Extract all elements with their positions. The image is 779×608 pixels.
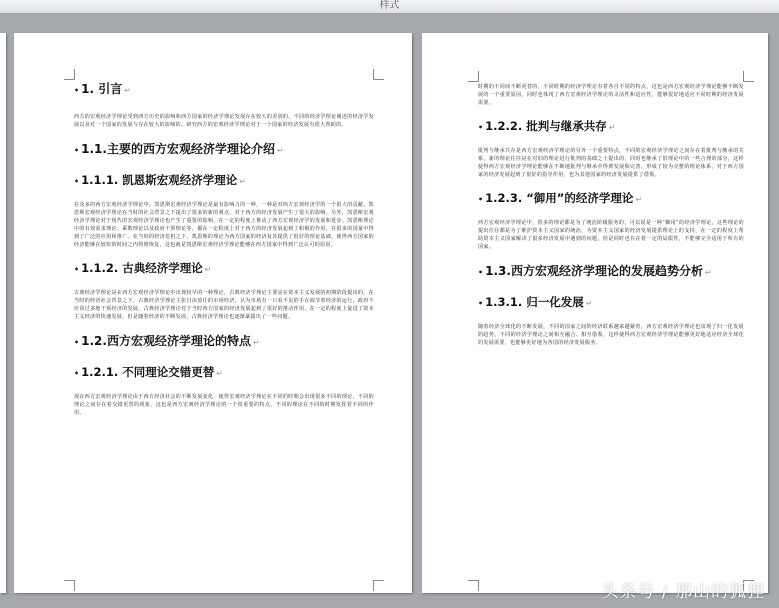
paragraph-mark-icon: ↵ bbox=[704, 268, 712, 277]
heading-text: 1.2.1. 不同理论交错更替 bbox=[81, 365, 215, 379]
list-bullet: • bbox=[478, 268, 484, 277]
list-bullet: • bbox=[74, 86, 80, 95]
paragraph-mark-icon: ↵ bbox=[239, 177, 246, 186]
heading-1-2[interactable] bbox=[74, 333, 374, 351]
previous-page-edge bbox=[0, 33, 6, 593]
paragraph-alternate[interactable]: 现在西方宏观经济学理论由于西方经济社会的不断发展变化，使得宏观经济学理论在不同的时期会出现很多不同的理论，不同的理论之间存在着交错更替的现象，这也是西方宏观经济学理论的一个很重要的特点，不同的理论在不同的时期发挥着不同的作用。 bbox=[74, 394, 374, 416]
paragraph-mark-icon: ↵ bbox=[585, 299, 593, 308]
margin-mark bbox=[64, 69, 75, 80]
paragraph-mark-icon: ↵ bbox=[276, 146, 284, 155]
heading-text: 1.1.主要的西方宏观经济学理论介绍 bbox=[81, 142, 275, 156]
document-page-2[interactable] bbox=[422, 33, 768, 593]
paragraph-classical[interactable]: 古典经济学理论是在西方宏观经济学理论中出现较早的一种理论，古典经济学理论主要是在资本主义发展的初期阶段提出的，在当时的经济社会背景之下，古典经济学理论主张自由放任的市场经济，认为市场有一只看不见的手在调节着经济的运行，政府不应该过多地干预经济的发展。古典经济学理论对于当时西方国家的经济发展起到了很好的推动作用，在一定的程度上促进了资本主义经济的快速发展，但是随着经济的不断发展，古典经济学理论也逐渐暴露出了一些问题。 bbox=[74, 290, 374, 320]
heading-1-2-1[interactable] bbox=[74, 365, 374, 381]
styles-group-label[interactable]: 样式 bbox=[379, 0, 400, 11]
source-watermark: 头条号 / 那山的狐狸 bbox=[601, 582, 765, 602]
heading-text: 1.2.西方宏观经济学理论的特点 bbox=[81, 334, 251, 348]
list-bullet: • bbox=[478, 195, 484, 204]
paragraph-continued[interactable]: 时期的不同而不断更替的，不同时期的经济学理论有着各自不同的特点，这也是西方宏观经济学理论能够不断发展的一个重要原因，同时也体现了西方宏观经济学理论的灵活性和适应性，能够很好地适应不同时期的经济发展需要。 bbox=[478, 84, 744, 106]
heading-text: 1.1.2. 古典经济学理论 bbox=[81, 261, 203, 275]
heading-text: 1.1.1. 凯恩斯宏观经济学理论 bbox=[81, 173, 238, 187]
heading-text: 1.2.3. “御用”的经济学理论 bbox=[485, 191, 634, 205]
list-bullet: • bbox=[478, 123, 484, 132]
paragraph-mark-icon: ↵ bbox=[204, 265, 212, 274]
margin-mark bbox=[373, 69, 384, 80]
list-bullet: • bbox=[74, 146, 80, 155]
paragraph-official[interactable]: 西方宏观经济学理论中，很多的理论都是为了统治阶级服务的，可以说是一种“御用”的经济学理论，这些理论的提出往往都是为了维护资本主义国家的统治，为资本主义国家的经济发展提供理论上的支持，在一定的程度上帮助资本主义国家解决了很多经济发展中遇到的问题，但是同时也存在着一定的局限性，不能够完全适用于所有的国家。 bbox=[478, 220, 744, 250]
heading-intro[interactable] bbox=[74, 81, 374, 99]
list-bullet: • bbox=[74, 369, 80, 378]
list-bullet: • bbox=[74, 265, 80, 274]
list-bullet: • bbox=[478, 299, 484, 308]
paragraph-critique[interactable]: 批判与继承共存是西方宏观经济学理论的另外一个重要特点，不同的宏观经济学理论之间存在着批判与继承的关系，新的理论往往是在对旧的理论进行批判的基础之上提出的，同时也继承了旧理论中的一些合理的部分，这样使得西方宏观经济学理论能够在不断地批判与继承中得到发展和完善，形成了较为完整的理论体系，对于西方国家的经济发展起到了很好的指导作用，也为其他国家的经济发展提供了借鉴。 bbox=[478, 148, 744, 178]
margin-mark bbox=[743, 71, 754, 82]
paragraph-mark-icon: ↵ bbox=[252, 338, 260, 347]
heading-1-1-1[interactable] bbox=[74, 173, 374, 189]
heading-text: 1.3.西方宏观经济学理论的发展趋势分析 bbox=[485, 264, 703, 278]
heading-1-3[interactable] bbox=[478, 263, 744, 281]
paragraph-mark-icon: ↵ bbox=[216, 369, 223, 378]
paragraph-keynes[interactable]: 在众多的西方宏观经济学理论中，凯恩斯宏观经济学理论是最有影响力的一种，一种是对西方宏观经济学的一个很大的贡献。凯恩斯宏观经济学理论在当时的社会背景之下提出了很多的新的观点，对于西方的经济发展产生了很大的影响。另外，凯恩斯宏观经济学理论对于现代的宏观经济学理论也产生了重要的影响，在一定的程度上推动了西方宏观经济学的发展和进步。凯恩斯理论中的有效需求理论、乘数理论以及政府干预理论等，都在一定程度上对于西方的经济发展起到了积极的作用，在很多的国家中得到了广泛的应用和推广。在当时的经济危机之下，凯恩斯的理论为西方国家的经济复苏提供了很好的理论基础，使得西方国家的经济能够在较短的时间之内得到恢复，这也就是凯恩斯宏观经济学理论能够在西方国家中得到广泛认可的原因。 bbox=[74, 202, 374, 248]
margin-mark bbox=[468, 580, 479, 591]
heading-1-3-1[interactable] bbox=[478, 295, 744, 311]
paragraph-mark-icon: ↵ bbox=[124, 86, 131, 95]
paragraph-mark-icon: ↵ bbox=[608, 123, 616, 132]
margin-mark bbox=[373, 580, 384, 591]
paragraph-intro[interactable]: 西方的宏观经济学理论受到西方历史的影响和西方国家的经济学理论发展存在较大的差别的，不同的经济学理论阐述的经济学发展以及对一个国家的发展与存在较大的影响的。研究西方的宏观经济学理论对于一个国家的经济发展有很大帮助的。 bbox=[74, 114, 374, 128]
margin-mark bbox=[468, 71, 479, 82]
styles-ribbon bbox=[0, 0, 779, 14]
list-bullet: • bbox=[74, 338, 80, 347]
margin-mark bbox=[64, 580, 75, 591]
paragraph-mark-icon: ↵ bbox=[635, 195, 643, 204]
heading-1-1-2[interactable] bbox=[74, 261, 374, 277]
heading-text: 1.3.1. 归一化发展 bbox=[485, 295, 584, 309]
heading-text: 1.2.2. 批判与继承共存 bbox=[485, 119, 607, 133]
paragraph-unify[interactable]: 随着经济全球化的不断发展，不同的国家之间的经济联系越来越紧密，西方宏观经济学理论也出现了归一化发展的趋势，不同的经济学理论之间相互融合、相互借鉴，这样使得西方宏观经济学理论能够更好地适应经济全球化的发展需要，也能够更好地为各国的经济发展服务。 bbox=[478, 324, 744, 346]
heading-1-2-3[interactable] bbox=[478, 191, 744, 207]
list-bullet: • bbox=[74, 177, 80, 186]
heading-1-1[interactable] bbox=[74, 141, 374, 159]
document-page-1[interactable] bbox=[14, 33, 412, 593]
heading-text: 1. 引言 bbox=[81, 82, 123, 96]
heading-1-2-2[interactable] bbox=[478, 119, 744, 135]
